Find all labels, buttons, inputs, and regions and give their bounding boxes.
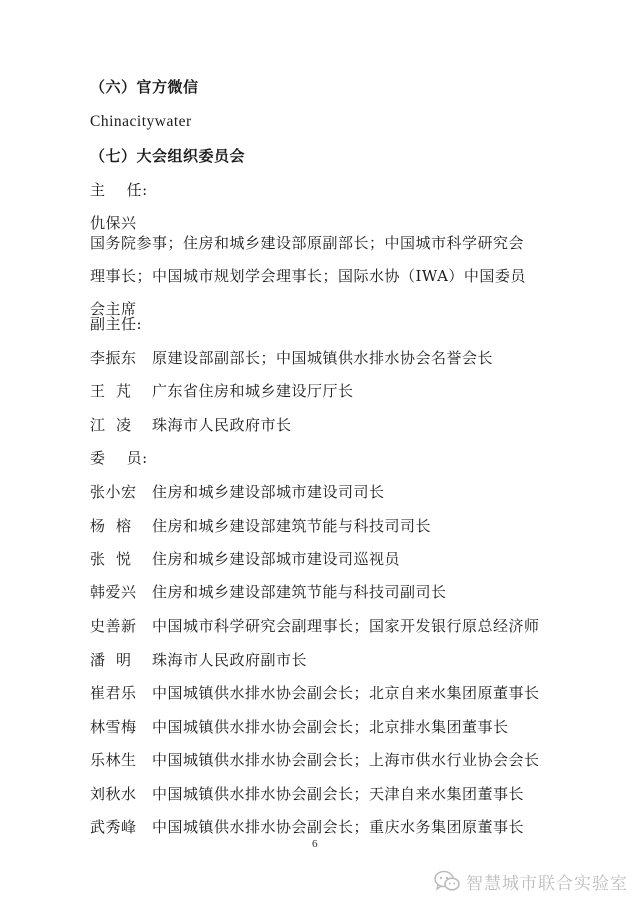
watermark-text: 智慧城市联合实验室 (466, 873, 628, 894)
vice-director-entry (90, 348, 590, 368)
official-wechat-id: Chinacitywater (90, 113, 192, 130)
member-entry (90, 482, 590, 502)
member-title: 原建设部副部长；中国城镇供水排水协会名誉会长 (152, 349, 494, 367)
director-label: 主 任: (90, 181, 148, 199)
member-entry (90, 616, 590, 636)
title-line: 理事长；中国城市规划学会理事长；国际水协（IWA）中国委员 (90, 267, 526, 285)
vice-director-entry (90, 381, 590, 401)
member-name: 杨 榕 (90, 517, 132, 535)
member-title: 住房和城乡建设部建筑节能与科技司副司长 (152, 583, 447, 601)
member-entry (90, 717, 590, 737)
member-title: 中国城镇供水排水协会副会长；上海市供水行业协会会长 (152, 751, 540, 769)
member-entry (90, 582, 590, 602)
member-entry (90, 516, 590, 536)
member-title: 珠海市人民政府副市长 (152, 651, 308, 669)
member-title (90, 233, 590, 319)
member-title: 中国城市科学研究会副理事长；国家开发银行原总经济师 (152, 617, 540, 635)
member-name: 林雪梅 (90, 718, 137, 736)
member-name: 崔君乐 (90, 684, 137, 702)
member-entry (90, 650, 590, 670)
member-title: 中国城镇供水排水协会副会长；天津自来水集团董事长 (152, 785, 525, 803)
member-title: 住房和城乡建设部城市建设司司长 (152, 483, 385, 501)
vice-director-entry (90, 415, 590, 435)
member-name: 王 芃 (90, 382, 132, 400)
members-label: 委 员: (90, 449, 148, 467)
member-name: 武秀峰 (90, 818, 137, 836)
member-name: 史善新 (90, 617, 137, 635)
member-name: 江 凌 (90, 416, 132, 434)
section7-heading: （七）大会组织委员会 (90, 147, 246, 165)
member-entry (90, 784, 590, 804)
member-name: 刘秋水 (90, 785, 137, 803)
member-title: 珠海市人民政府市长 (152, 416, 292, 434)
member-title: 中国城镇供水排水协会副会长；北京排水集团董事长 (152, 718, 509, 736)
member-name: 张小宏 (90, 483, 137, 501)
member-name: 韩爱兴 (90, 583, 137, 601)
member-name: 李振东 (90, 349, 137, 367)
member-title: 广东省住房和城乡建设厅厅长 (152, 382, 354, 400)
member-entry (90, 683, 590, 703)
member-title: 住房和城乡建设部城市建设司巡视员 (152, 550, 401, 568)
member-title: 中国城镇供水排水协会副会长；重庆水务集团原董事长 (152, 818, 525, 836)
member-entry (90, 817, 590, 837)
vice-director-label: 副主任: (90, 315, 143, 333)
section6-heading: （六）官方微信 (90, 78, 199, 96)
member-name: 张 悦 (90, 550, 132, 568)
title-line: 会主席 (90, 300, 137, 318)
member-title: 中国城镇供水排水协会副会长；北京自来水集团原董事长 (152, 684, 540, 702)
member-entry (90, 750, 590, 770)
member-entry (90, 549, 590, 569)
member-name: 乐林生 (90, 751, 137, 769)
member-name: 仇保兴 (90, 214, 137, 232)
member-title: 住房和城乡建设部建筑节能与科技司司长 (152, 517, 432, 535)
page-number: 6 (312, 838, 318, 850)
title-line: 国务院参事；住房和城乡建设部原副部长；中国城市科学研究会 (90, 234, 525, 252)
wechat-icon (434, 870, 460, 892)
member-name: 潘 明 (90, 651, 132, 669)
director-entry (90, 213, 590, 319)
watermark (434, 868, 628, 894)
